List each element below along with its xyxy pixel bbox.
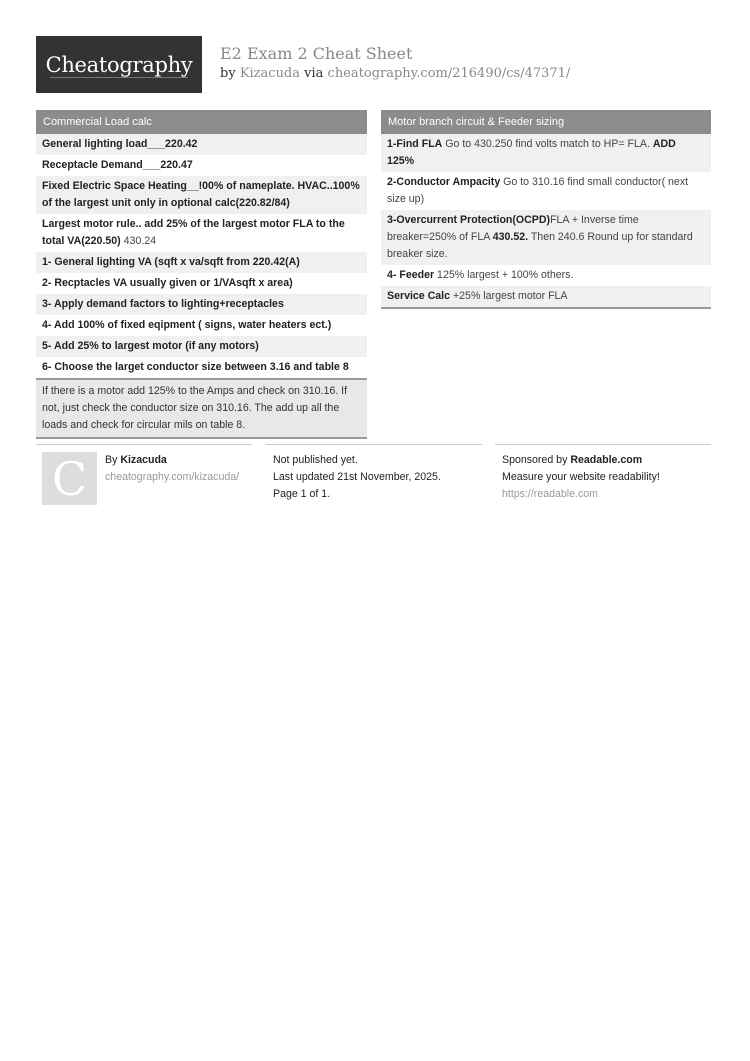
row-plain: 125% largest + 100% others. [434, 269, 574, 281]
sponsor-tagline: Measure your website readability! [502, 471, 660, 483]
footer-author-block [105, 452, 239, 486]
byline [220, 66, 570, 81]
footer-divider [266, 444, 482, 445]
list-item [36, 252, 367, 273]
sponsor-url[interactable]: https://readable.com [502, 488, 598, 500]
footer-by-label: By [105, 454, 121, 466]
row-bold: Receptacle Demand___220.47 [42, 159, 193, 171]
list-item [381, 134, 711, 172]
footer-divider [36, 444, 252, 445]
row-bold: 4- Add 100% of fixed eqipment ( signs, water heaters ect.) [42, 319, 332, 331]
list-item [36, 294, 367, 315]
row-bold-2: ADD 125% [387, 138, 676, 167]
author-link[interactable]: Kizacuda [239, 66, 301, 81]
row-bold: Largest motor rule.. add 25% of the largest motor FLA to the total VA(220.50) [42, 218, 345, 247]
footer-author-link[interactable]: Kizacuda [120, 454, 167, 466]
byline-via: via [300, 66, 328, 81]
sponsor-prefix: Sponsored by [502, 454, 571, 466]
list-item [36, 273, 367, 294]
avatar-letter: C [51, 451, 88, 506]
commercial-load-calc-box [36, 110, 367, 439]
row-plain: FLA + Inverse time breaker=250% of FLA [387, 214, 639, 243]
list-item [36, 357, 367, 378]
page-title: E2 Exam 2 Cheat Sheet [220, 44, 413, 63]
footer-meta-block [273, 452, 441, 503]
row-plain: Go to 430.250 find volts match to HP= FLA. [442, 138, 653, 150]
box-title: Motor branch circuit & Feeder sizing [381, 110, 711, 134]
list-item [381, 172, 711, 210]
row-bold: 1-Find FLA [387, 138, 443, 150]
row-bold: Fixed Electric Space Heating__!00% of nameplate. HVAC..100% of the largest unit only in optional calc(220.82/84) [42, 180, 360, 209]
list-item [36, 214, 367, 252]
footer-divider [495, 444, 711, 445]
row-bold: 2-Conductor Ampacity [387, 176, 501, 188]
row-plain: Go to 310.16 find small conductor( next size up) [387, 176, 689, 205]
box-note: If there is a motor add 125% to the Amps and check on 310.16. If not, just check the conductor size on 310.16. The add up all the loads and check for circular mils on table 8. [36, 378, 367, 439]
logo-text: Cheatography [45, 52, 193, 77]
sponsor-link[interactable]: Readable.com [570, 454, 643, 466]
page-number: Page 1 of 1. [273, 488, 331, 500]
motor-branch-circuit-box [381, 110, 711, 309]
row-bold: 4- Feeder [387, 269, 435, 281]
row-bold: 3-Overcurrent Protection(OCPD) [387, 214, 551, 226]
row-bold: 1- General lighting VA (sqft x va/sqft from 220.42(A) [42, 256, 300, 268]
row-bold: Service Calc [387, 290, 451, 302]
list-item [36, 155, 367, 176]
footer-sponsor-block [502, 452, 660, 503]
list-item [36, 134, 367, 155]
cheatography-logo[interactable] [36, 36, 202, 93]
row-bold: 5- Add 25% to largest motor (if any motors) [42, 340, 259, 352]
footer-by-line [105, 452, 239, 469]
footer-author-url[interactable]: cheatography.com/kizacuda/ [105, 471, 240, 483]
list-item [381, 286, 711, 307]
row-bold-2: 430.52. [492, 231, 529, 243]
row-bold: 2- Recptacles VA usually given or 1/VAsqft x area) [42, 277, 293, 289]
row-bold: 6- Choose the larget conductor size between 3.16 and table 8 [42, 361, 349, 373]
byline-by: by [220, 66, 240, 81]
sponsor-line [502, 452, 660, 469]
row-plain: 430.24 [120, 235, 157, 247]
row-plain: +25% largest motor FLA [450, 290, 568, 302]
avatar[interactable] [42, 452, 97, 505]
list-item [381, 210, 711, 265]
row-bold: General lighting load___220.42 [42, 138, 198, 150]
list-item [36, 176, 367, 214]
row-plain-2: Then 240.6 Round up for standard breaker size. [387, 231, 693, 260]
last-updated: Last updated 21st November, 2025. [273, 471, 441, 483]
list-item [36, 336, 367, 357]
list-item [36, 315, 367, 336]
box-title: Commercial Load calc [36, 110, 367, 134]
list-item [381, 265, 711, 286]
row-bold: 3- Apply demand factors to lighting+receptacles [42, 298, 284, 310]
sheet-url-link[interactable]: cheatography.com/216490/cs/47371/ [327, 66, 571, 81]
publish-status: Not published yet. [273, 454, 358, 466]
